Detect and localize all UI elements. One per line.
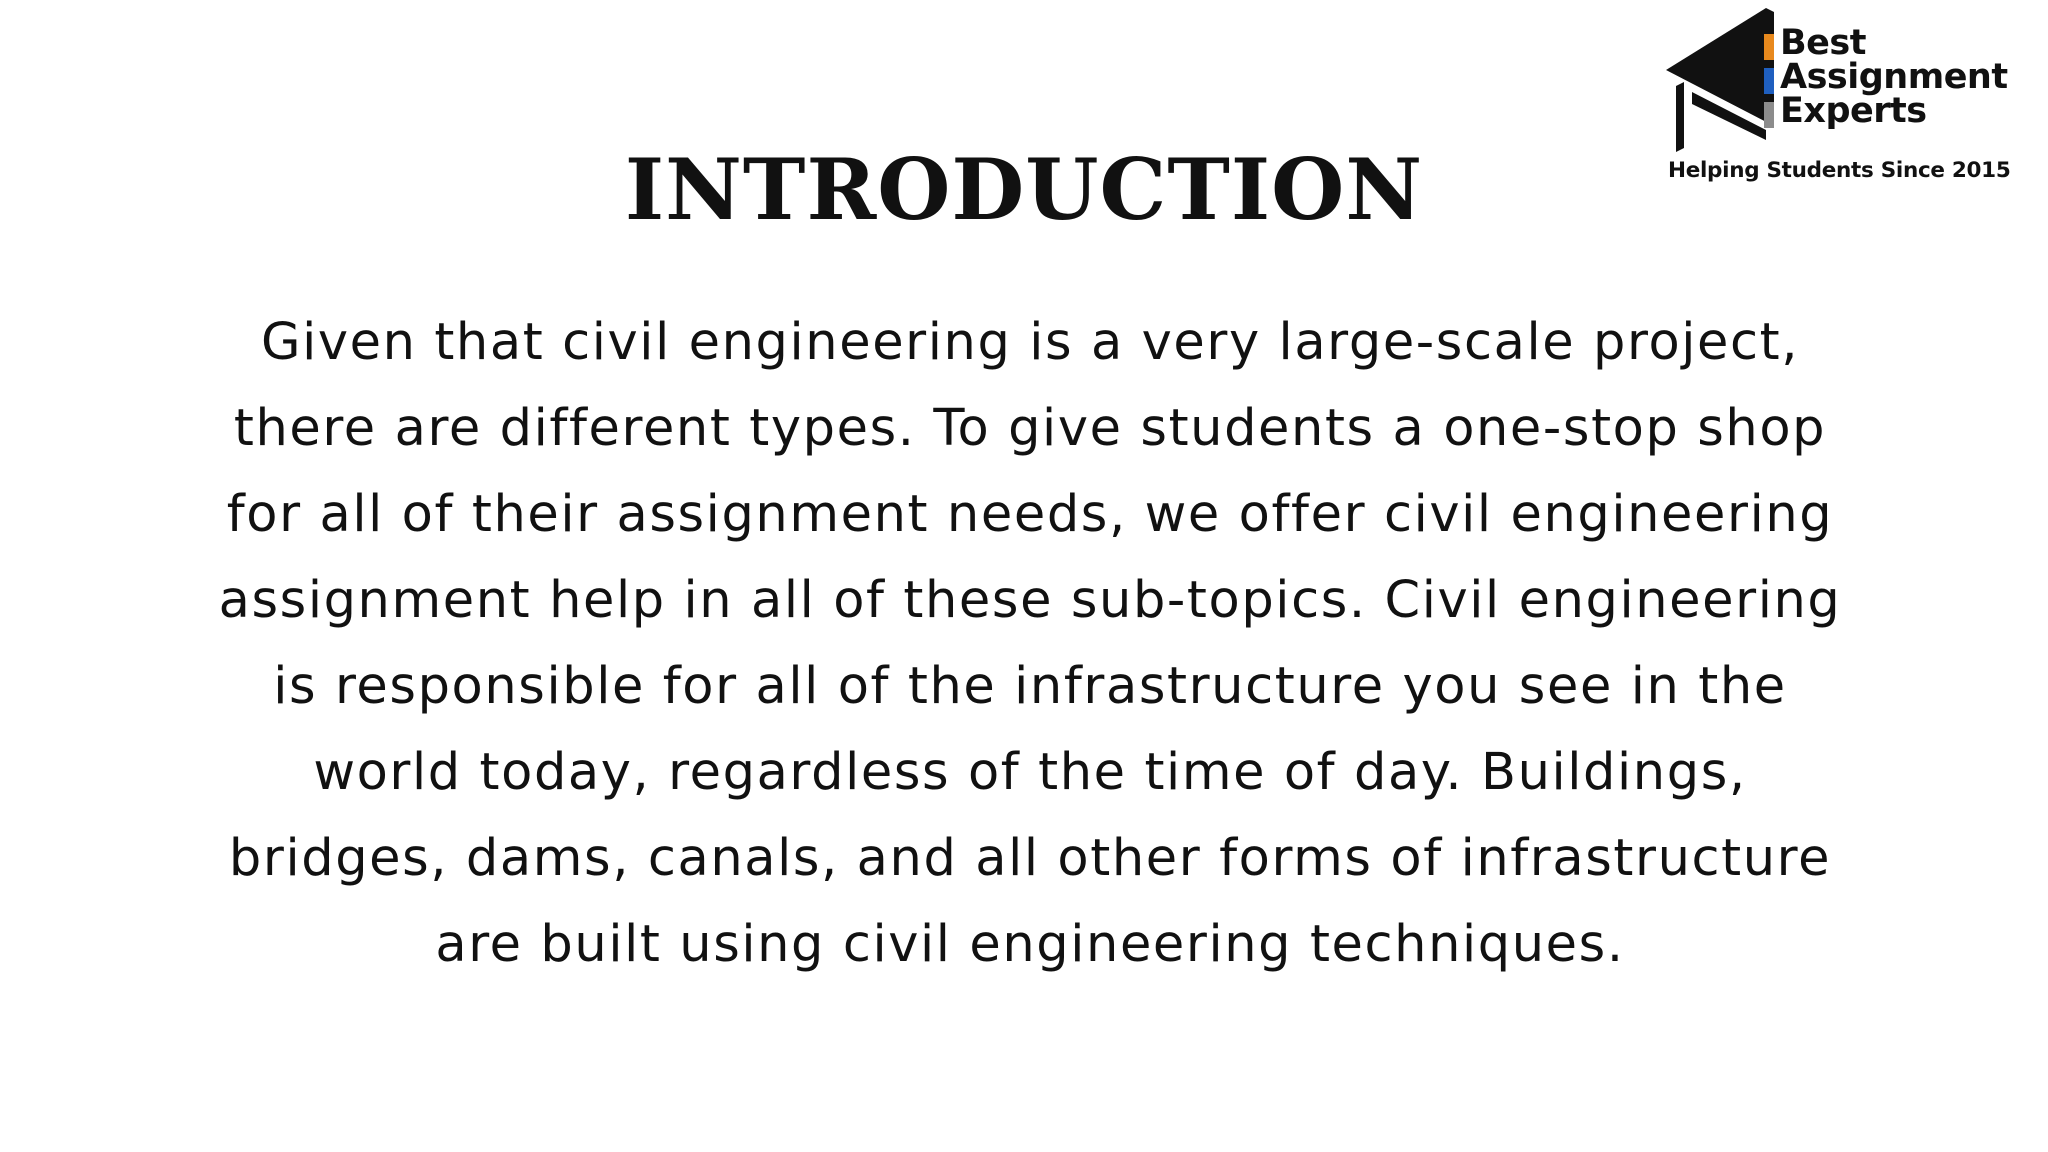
brand-line-experts: Experts [1780, 91, 1927, 131]
brand-tagline: Helping Students Since 2015 [1668, 158, 2011, 183]
slide-body [180, 300, 1880, 988]
body-line: there are different types. To give students a one-stop shop [233, 399, 1827, 458]
brand-line-best: Best [1780, 23, 1866, 63]
slide-title: INTRODUCTION [624, 140, 1424, 239]
body-line: bridges, dams, canals, and all other forms of infrastructure [228, 829, 1832, 888]
graduation-cap-icon [1656, 8, 1786, 158]
body-line: are built using civil engineering techniques. [435, 915, 1625, 974]
body-line: is responsible for all of the infrastructure you see in the [273, 657, 1787, 716]
body-line: Given that civil engineering is a very large-scale project, [260, 313, 1800, 372]
brand-name [1780, 23, 2008, 131]
body-line: assignment help in all of these sub-topics. Civil engineering [218, 571, 1842, 630]
body-line: world today, regardless of the time of day. Buildings, [313, 743, 1747, 802]
brand-line-assignment: Assignment [1780, 57, 2008, 97]
body-line: for all of their assignment needs, we offer civil engineering [226, 485, 1834, 544]
